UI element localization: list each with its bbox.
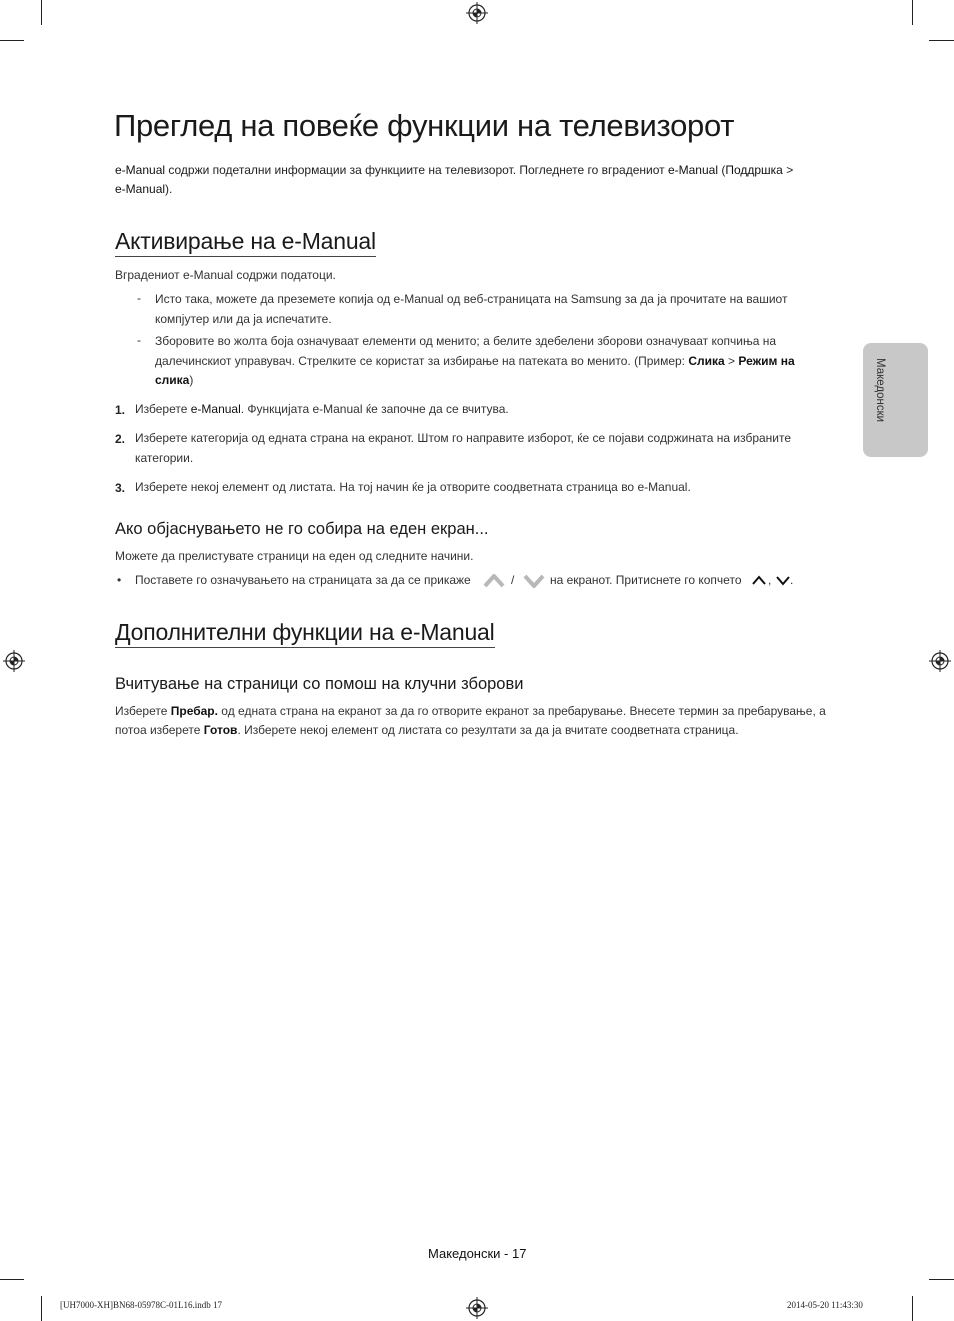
chevron-up-icon bbox=[481, 571, 507, 589]
registration-mark-icon bbox=[3, 650, 25, 672]
subsection-lead: Можете да прелистувате страници на еден од следните начини. bbox=[115, 549, 474, 563]
intro-text: e-Manual bbox=[667, 163, 718, 177]
intro-text: ( bbox=[717, 163, 726, 177]
language-side-tab bbox=[863, 343, 928, 457]
registration-mark-icon bbox=[466, 2, 488, 24]
section-lead: Вградениот e-Manual содржи податоци. bbox=[115, 268, 336, 282]
step-text-part: . Функцијата e-Manual ќе започне да се вчитува. bbox=[240, 402, 509, 416]
body-line bbox=[115, 721, 739, 741]
step-text: категории. bbox=[135, 451, 194, 465]
menu-item-name: Пребар. bbox=[170, 704, 218, 718]
page-number: Македонски - 17 bbox=[428, 1246, 527, 1261]
intro-text: ). bbox=[165, 182, 173, 196]
note-line bbox=[155, 352, 795, 372]
step-text: Изберете категорија од едната страна на екранот. Штом го направите изборот, ќе се појави содржината на избраните bbox=[135, 431, 792, 445]
body-line bbox=[115, 702, 826, 722]
chevron-down-icon bbox=[776, 574, 790, 586]
note-line: Исто така, можете да преземете копија од e-Manual од веб-страницата на Samsung за да ја прочитате на вашиот bbox=[155, 292, 788, 306]
step-text-part: Изберете bbox=[135, 402, 191, 416]
language-label: Македонски bbox=[874, 358, 886, 423]
crop-mark bbox=[0, 1279, 24, 1280]
crop-mark bbox=[0, 40, 24, 41]
print-file-info: [UH7000-XH]BN68-05978C-01L16.indb 17 bbox=[60, 1300, 222, 1310]
body-text: од едната страна на екранот за да го отворите екранот за пребарување. Внесете термин за пребарување, а bbox=[217, 704, 826, 718]
body-text: . Изберете некој елемент од листата со резултати за да ја вчитате соодветната страница. bbox=[237, 723, 739, 737]
page-title: Преглед на повеќе функции на телевизорот bbox=[114, 108, 735, 143]
print-timestamp: 2014-05-20 11:43:30 bbox=[787, 1300, 863, 1310]
crop-mark bbox=[912, 0, 913, 25]
menu-path-item: Слика bbox=[688, 354, 725, 368]
crop-mark bbox=[929, 40, 954, 41]
section-title: Дополнителни функции на e-Manual bbox=[115, 619, 495, 648]
step-text bbox=[135, 400, 509, 420]
registration-mark-icon bbox=[929, 650, 951, 672]
intro-text: > bbox=[782, 163, 794, 177]
bullet-text: Поставете го означувањето на страницата за да се прикаже bbox=[135, 573, 471, 587]
body-text: Изберете bbox=[115, 704, 171, 718]
note-line bbox=[155, 371, 193, 391]
registration-mark-icon bbox=[466, 1297, 488, 1319]
subsection-title: Ако објаснувањето не го собира на еден екран... bbox=[115, 520, 489, 538]
chevron-down-icon bbox=[521, 572, 547, 590]
step-number: 2. bbox=[115, 432, 126, 446]
section-title: Активирање на e-Manual bbox=[115, 228, 376, 257]
crop-mark bbox=[929, 1279, 954, 1280]
crop-mark bbox=[41, 1296, 42, 1321]
step-number: 1. bbox=[115, 403, 126, 417]
intro-text: e-Manual bbox=[115, 182, 166, 196]
step-text: Изберете некој елемент од листата. На тој начин ќе ја отворите соодветната страница во e-Manual. bbox=[135, 480, 691, 494]
crop-mark bbox=[41, 0, 42, 25]
note-line: Зборовите во жолта боја означуваат елементи од менито; а белите здебелени зборови означуваат копчиња на bbox=[155, 334, 777, 348]
bullet-text: , bbox=[768, 573, 772, 587]
body-text: потоа изберете bbox=[115, 723, 204, 737]
intro-text: содржи подетални информации за функциите на телевизорот. Погледнете го вградениот bbox=[165, 163, 668, 177]
crop-mark bbox=[912, 1296, 913, 1321]
note-text: далечинскиот управувач. Стрелките се користат за избирање на патеката во менито. (Пример: bbox=[155, 354, 689, 368]
note-text: ) bbox=[189, 373, 194, 387]
menu-path-item: слика bbox=[155, 373, 190, 387]
dash-marker: - bbox=[137, 291, 141, 305]
note-line: компјутер или да ја испечатите. bbox=[155, 312, 332, 326]
subsection-title: Вчитување на страници со помош на клучни зборови bbox=[115, 675, 524, 693]
bullet-text: . bbox=[790, 573, 794, 587]
intro-text: Поддршка bbox=[725, 163, 783, 177]
chevron-up-icon bbox=[752, 574, 766, 586]
step-number: 3. bbox=[115, 481, 126, 495]
menu-item-name: Готов bbox=[203, 723, 238, 737]
dash-marker: - bbox=[137, 333, 141, 347]
bullet-text: / bbox=[511, 573, 515, 587]
bullet-marker: • bbox=[117, 573, 122, 587]
intro-text: e-Manual bbox=[115, 163, 166, 177]
bullet-text: на екранот. Притиснете го копчето bbox=[550, 573, 742, 587]
note-text: > bbox=[724, 354, 739, 368]
step-text-part: e-Manual bbox=[190, 402, 241, 416]
menu-path-item: Режим на bbox=[738, 354, 795, 368]
intro-paragraph bbox=[115, 161, 825, 199]
